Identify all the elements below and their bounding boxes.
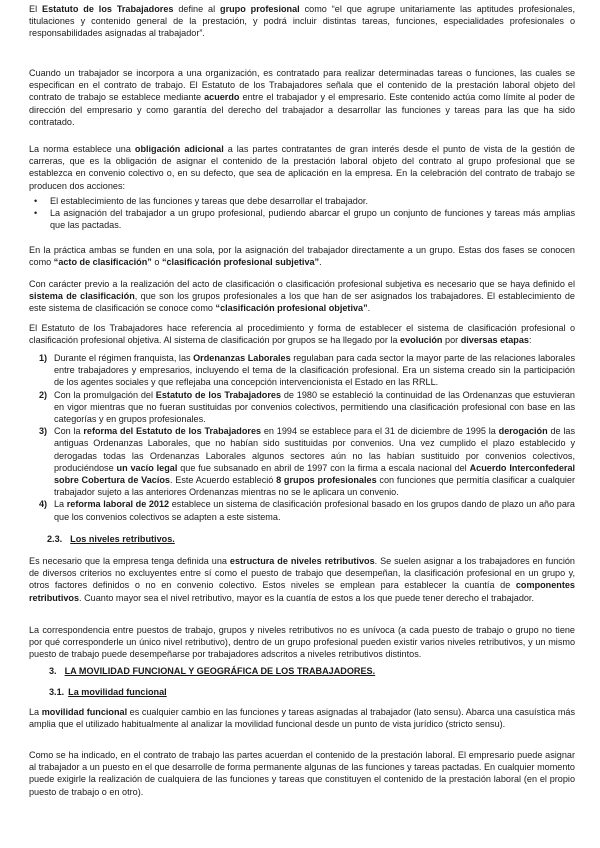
- list-item: 1) Durante el régimen franquista, las Ordenanzas Laborales regulaban para cada sector la mayor parte de las relaciones laborales entre trabajadores y empresarios, incluyendo el tema de la clasificación profesional. Era un sistema creado sin la participación de los agentes sociales y que reflejaba una concepción intervencionista el Estado en las RRLL.: [39, 353, 575, 388]
- paragraph-estatuto: El Estatuto de los Trabajadores define al grupo profesional como “el que agrupe unitariamente las aptitudes profesionales, titulaciones y contenido general de la prestación, y podrá incluir distintas tareas, funciones, especialidades profesionales o responsabilidades asignadas al trabajador”.: [29, 4, 576, 39]
- paragraph-correspondencia: La correspondencia entre puestos de trabajo, grupos y niveles retributivos no es unívoca (a cada puesto de trabajo o grupo no tiene por qué corresponderle un único nivel retributivo), dentro de un grupo profesional pueden existir varios niveles retributivos, y un mismo puesto de trabajo puede desempeñarse por trabajadores adscritos a niveles retributivos distintos.: [29, 625, 575, 660]
- section-heading-2-3: 2.3. Los niveles retributivos.: [47, 534, 175, 544]
- list-item: 2) Con la promulgación del Estatuto de los Trabajadores de 1980 se estableció la continuidad de las Ordenanzas que estuvieran en vigor mientras que no fueran sustituidas por convenios colectivos, permitiendo una clasificación profesional con base en las categorías y en grupos profesionales.: [39, 389, 575, 425]
- list-item: • La asignación del trabajador a un grupo profesional, pudiendo abarcar el grupo un conjunto de funciones y tareas más amplias que las pactadas.: [29, 207, 575, 231]
- bullet-list: [29, 195, 575, 232]
- paragraph-practica: En la práctica ambas se funden en una sola, por la asignación del trabajador directamente a un grupo. Estas dos fases se conocen como “acto de clasificación” o “clasificación profesional subjetiva”.: [29, 245, 575, 268]
- paragraph-estructura-niveles: Es necesario que la empresa tenga definida una estructura de niveles retributivos. Se suelen asignar a los trabajadores en función de diversos criterios no excluyentes entre sí como el puesto de trabajo que desempeñan, la clasificación profesional en un grupo y, otros factores definidos o no en convenio colectivo. Estos niveles se emplean para establecer la cuantía de componentes retributivos. Cuanto mayor sea el nivel retributivo, mayor es la cuantía de estos a los que puede tener derecho el trabajador.: [29, 556, 575, 603]
- numbered-list: [29, 352, 575, 523]
- paragraph-caracter-previo: Con carácter previo a la realización del acto de clasificación o clasificación profesional subjetiva es necesario que se haya definido el sistema de clasificación, que son los grupos profesionales a los que han de ser asignados los trabajadores. El establecimiento de este sistema de clasificación se conoce como “clasificación profesional objetiva”.: [29, 279, 575, 314]
- paragraph-contrato: Como se ha indicado, en el contrato de trabajo las partes acuerdan el contenido de la prestación laboral. El empresario puede asignar al trabajador a un puesto en el que desarrolle de forma permanente algunas de las funciones y tareas pactadas. En cualquier momento puede exigirle la realización de cualquiera de las funciones y tareas que constituyen el contenido de la prestación laboral (en el propio puesto de trabajo o en otro).: [29, 750, 575, 797]
- paragraph-procedimiento: El Estatuto de los Trabajadores hace referencia al procedimiento y forma de establecer el sistema de clasificación profesional o clasificación profesional objetiva. Al sistema de clasificación por grupos se ha llegado por la evolución por diversas etapas:: [29, 323, 575, 346]
- section-heading-3-1: 3.1. La movilidad funcional: [49, 687, 167, 697]
- paragraph-incorporacion: Cuando un trabajador se incorpora a una organización, es contratado para realizar determinadas tareas o funciones, las cuales se especifican en el contrato de trabajo. El Estatuto de los Trabajadores señala que el contenido de la prestación laboral objeto del contrato de trabajo se establece mediante acuerdo entre el trabajador y el empresario. Este contenido actúa como límite al poder de dirección del empresario y como garantía del derecho del trabajador a desarrollar las funciones y tareas para las que ha sido contratado.: [29, 68, 575, 127]
- list-item: 4) La reforma laboral de 2012 establece un sistema de clasificación profesional basado en los grupos dando de plazo un año para que los convenios colectivos se adapten a este sistema.: [39, 499, 575, 522]
- list-item: • El establecimiento de las funciones y tareas que debe desarrollar el trabajador.: [29, 195, 575, 207]
- paragraph-obligacion: La norma establece una obligación adicional a las partes contratantes de gran interés desde el punto de vista de la gestión de carreras, que es la obligación de asignar el contenido de la prestación laboral objeto del contrato al grupo profesional que se establezca en convenio colectivo o, en su defecto, que sea de aplicación en la empresa. En la celebración del contrato de trabajo se producen dos acciones:: [29, 144, 575, 191]
- paragraph-movilidad-funcional: La movilidad funcional es cualquier cambio en las funciones y tareas asignadas al trabajador (lato sensu). Abarca una casuística más amplia que el utilizado habitualmente al analizar la movilidad funcional desde un punto de vista jurídico (stricto sensu).: [29, 707, 575, 730]
- section-heading-3: 3. LA MOVILIDAD FUNCIONAL Y GEOGRÁFICA DE LOS TRABAJADORES.: [49, 666, 376, 676]
- list-item: 3) Con la reforma del Estatuto de los Trabajadores en 1994 se establece para el 31 de diciembre de 1995 la derogación de las antiguas Ordenanzas Laborales, que no habían sido sustituidas por convenios. Una vez cumplido el plazo establecido y derogadas todas las Ordenanzas Laborales algunos sectores aún no las habían sustituido por convenios colectivos, produciéndose un vacío legal que fue subsanado en abril de 1997 con la firma a escala nacional del Acuerdo Interconfederal sobre Cobertura de Vacíos. Este Acuerdo estableció 8 grupos profesionales con funciones que permitía clasificar a cualquier trabajador sujeto a las anteriores Ordenanzas mientras no se le aplicara un convenio.: [39, 426, 576, 498]
